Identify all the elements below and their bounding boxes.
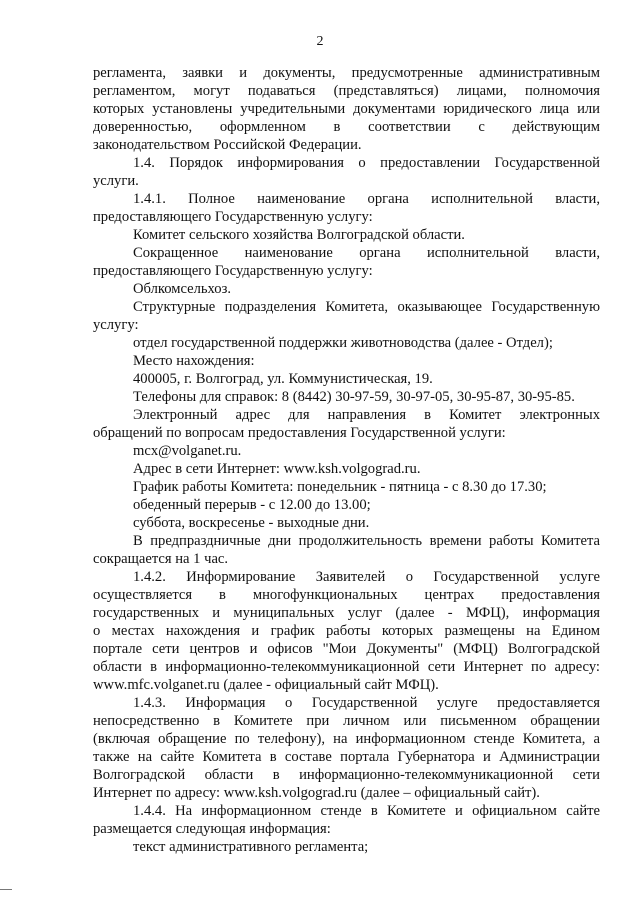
text-line: которых установлены учредительными документами юридического лица или [93, 101, 600, 117]
text-line: Сокращенное наименование органа исполнительной власти, [133, 245, 600, 261]
text-line: Интернет по адресу: www.ksh.volgograd.ru (далее – официальный сайт). [93, 785, 540, 801]
scan-edge-mark [0, 889, 12, 890]
text-line: услугу: [93, 317, 139, 333]
text-line: услуги. [93, 173, 139, 189]
text-line: о местах нахождения и график работы которых размещены на Едином [93, 623, 600, 639]
text-line: суббота, воскресенье - выходные дни. [133, 515, 370, 531]
text-line: 1.4.4. На информационном стенде в Комитете и официальном сайте [133, 803, 600, 819]
text-line: Структурные подразделения Комитета, оказывающее Государственную [133, 299, 600, 315]
text-line: также на сайте Комитета в составе портала Губернатора и Администрации [93, 749, 600, 765]
section-heading: 1.4. Порядок информирования о предоставлении Государственной [133, 155, 600, 171]
text-line: государственных и муниципальных услуг (далее - МФЦ), информация [93, 605, 600, 621]
text-line: предоставляющего Государственную услугу: [93, 209, 373, 225]
text-line: предоставляющего Государственную услугу: [93, 263, 373, 279]
text-line: Волгоградской области в информационно-телекоммуникационной сети [93, 767, 600, 783]
text-line: сокращается на 1 час. [93, 551, 229, 567]
text-line: обеденный перерыв - с 12.00 до 13.00; [133, 497, 371, 513]
text-line: График работы Комитета: понедельник - пятница - с 8.30 до 17.30; [133, 479, 547, 495]
text-line: регламентом, могут подаваться (представляться) лицами, полномочия [93, 83, 600, 99]
page-number: 2 [316, 34, 324, 49]
text-line: Электронный адрес для направления в Комитет электронных [133, 407, 600, 423]
text-line: законодательством Российской Федерации. [93, 137, 362, 153]
text-line: Телефоны для справок: 8 (8442) 30-97-59, 30-97-05, 30-95-87, 30-95-85. [133, 389, 575, 405]
text-line: Место нахождения: [133, 353, 255, 369]
text-line: Облкомсельхоз. [133, 281, 232, 297]
text-line: mcx@volganet.ru. [133, 443, 242, 459]
text-line: www.mfc.volganet.ru (далее - официальный сайт МФЦ). [93, 677, 439, 693]
text-line: области в информационно-телекоммуникационной сети Интернет по адресу: [93, 659, 600, 675]
text-line: В предпраздничные дни продолжительность времени работы Комитета [133, 533, 600, 549]
text-line: 1.4.1. Полное наименование органа исполнительной власти, [133, 191, 600, 207]
text-line: отдел государственной поддержки животноводства (далее - Отдел); [133, 335, 553, 351]
text-line: 1.4.2. Информирование Заявителей о Государственной услуге [133, 569, 600, 585]
text-line: (включая обращение по телефону), на информационном стенде Комитета, а [93, 731, 600, 747]
text-line: непосредственно в Комитете при личном или письменном обращении [93, 713, 600, 729]
text-line: обращений по вопросам предоставления Государственной услуги: [93, 425, 506, 441]
text-line: Комитет сельского хозяйства Волгоградской области. [133, 227, 465, 243]
text-line: Адрес в сети Интернет: www.ksh.volgograd.ru. [133, 461, 421, 477]
text-line: 400005, г. Волгоград, ул. Коммунистическая, 19. [133, 371, 433, 387]
text-line: портале сети центров и офисов "Мои Документы" (МФЦ) Волгоградской [93, 641, 600, 657]
text-line: текст административного регламента; [133, 839, 369, 855]
text-line: размещается следующая информация: [93, 821, 331, 837]
text-line: регламента, заявки и документы, предусмотренные административным [93, 65, 600, 81]
text-line: доверенностью, оформленном в соответствии с действующим [93, 119, 600, 135]
text-line: 1.4.3. Информация о Государственной услуге предоставляется [133, 695, 600, 711]
text-line: осуществляется в многофункциональных центрах предоставления [93, 587, 600, 603]
